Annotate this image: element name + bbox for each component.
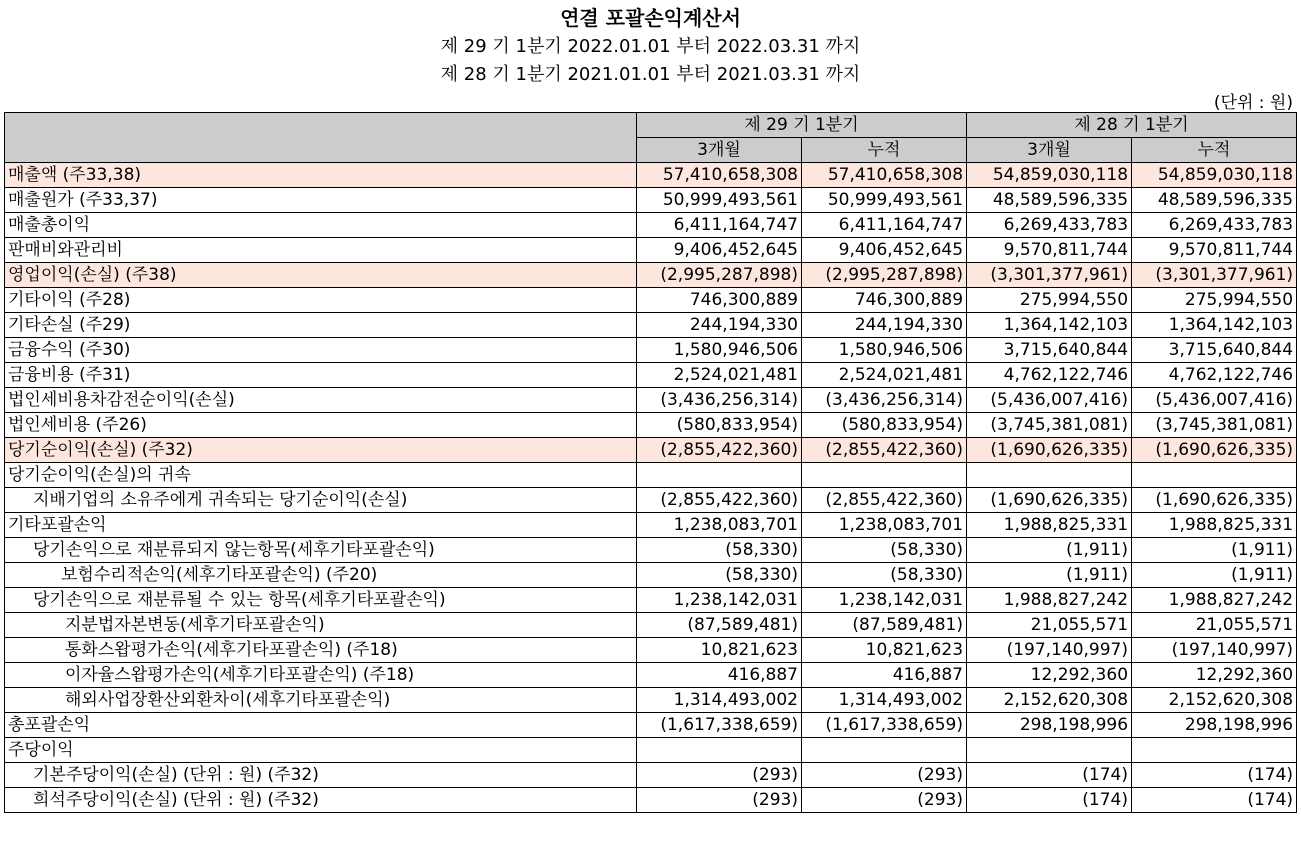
table-row bbox=[5, 363, 1297, 388]
value-cell: (174) bbox=[1132, 763, 1297, 788]
table-row bbox=[5, 263, 1297, 288]
row-label: 매출총이익 bbox=[5, 213, 637, 238]
period-prior: 제 28 기 1분기 2021.01.01 부터 2021.03.31 까지 bbox=[440, 64, 861, 85]
value-cell: 4,762,122,746 bbox=[1132, 363, 1297, 388]
label-header bbox=[5, 113, 637, 163]
table-row bbox=[5, 313, 1297, 338]
value-cell: 1,580,946,506 bbox=[802, 338, 967, 363]
value-cell: (3,301,377,961) bbox=[967, 263, 1132, 288]
value-cell: (293) bbox=[802, 763, 967, 788]
value-cell: 1,364,142,103 bbox=[1132, 313, 1297, 338]
table-row bbox=[5, 663, 1297, 688]
value-cell: 9,570,811,744 bbox=[1132, 238, 1297, 263]
table-row bbox=[5, 688, 1297, 713]
value-cell: 1,988,825,331 bbox=[1132, 513, 1297, 538]
value-cell: (2,995,287,898) bbox=[637, 263, 802, 288]
table-row bbox=[5, 538, 1297, 563]
value-cell: 48,589,596,335 bbox=[1132, 188, 1297, 213]
value-cell bbox=[1132, 738, 1297, 763]
row-label: 당기순이익(손실) (주32) bbox=[5, 438, 637, 463]
row-label: 이자율스왑평가손익(세후기타포괄손익) (주18) bbox=[5, 663, 637, 688]
value-cell: 1,314,493,002 bbox=[637, 688, 802, 713]
value-cell: (2,855,422,360) bbox=[802, 438, 967, 463]
row-label: 기타포괄손익 bbox=[5, 513, 637, 538]
value-cell: 9,406,452,645 bbox=[802, 238, 967, 263]
value-cell: (1,911) bbox=[1132, 538, 1297, 563]
value-cell: (1,690,626,335) bbox=[1132, 438, 1297, 463]
row-label: 당기손익으로 재분류되지 않는항목(세후기타포괄손익) bbox=[5, 538, 637, 563]
value-cell: 2,524,021,481 bbox=[637, 363, 802, 388]
value-cell: (1,911) bbox=[1132, 563, 1297, 588]
value-cell: 9,570,811,744 bbox=[967, 238, 1132, 263]
value-cell: 3,715,640,844 bbox=[967, 338, 1132, 363]
value-cell: (58,330) bbox=[637, 563, 802, 588]
header-prior-period: 제 28 기 1분기 bbox=[967, 113, 1297, 138]
value-cell: (1,911) bbox=[967, 563, 1132, 588]
value-cell: (174) bbox=[1132, 788, 1297, 813]
value-cell: (1,690,626,335) bbox=[1132, 488, 1297, 513]
value-cell: (1,911) bbox=[967, 538, 1132, 563]
row-label: 판매비와관리비 bbox=[5, 238, 637, 263]
value-cell: (580,833,954) bbox=[637, 413, 802, 438]
value-cell: 244,194,330 bbox=[637, 313, 802, 338]
value-cell: 746,300,889 bbox=[802, 288, 967, 313]
value-cell: 2,524,021,481 bbox=[802, 363, 967, 388]
table-row bbox=[5, 563, 1297, 588]
value-cell: 10,821,623 bbox=[637, 638, 802, 663]
value-cell: (58,330) bbox=[637, 538, 802, 563]
value-cell: 54,859,030,118 bbox=[967, 163, 1132, 188]
value-cell: 21,055,571 bbox=[967, 613, 1132, 638]
row-label: 통화스왑평가손익(세후기타포괄손익) (주18) bbox=[5, 638, 637, 663]
value-cell: 275,994,550 bbox=[967, 288, 1132, 313]
value-cell: (174) bbox=[967, 763, 1132, 788]
value-cell: (293) bbox=[802, 788, 967, 813]
value-cell: 10,821,623 bbox=[802, 638, 967, 663]
table-row bbox=[5, 463, 1297, 488]
value-cell: 12,292,360 bbox=[967, 663, 1132, 688]
row-label: 희석주당이익(손실) (단위 : 원) (주32) bbox=[5, 788, 637, 813]
table-row bbox=[5, 613, 1297, 638]
value-cell: (58,330) bbox=[802, 563, 967, 588]
value-cell: (3,745,381,081) bbox=[1132, 413, 1297, 438]
value-cell: 6,269,433,783 bbox=[1132, 213, 1297, 238]
value-cell: 2,152,620,308 bbox=[1132, 688, 1297, 713]
value-cell: 1,238,083,701 bbox=[802, 513, 967, 538]
table-row bbox=[5, 338, 1297, 363]
value-cell: (58,330) bbox=[802, 538, 967, 563]
value-cell: 244,194,330 bbox=[802, 313, 967, 338]
value-cell: (2,855,422,360) bbox=[802, 488, 967, 513]
value-cell: 746,300,889 bbox=[637, 288, 802, 313]
value-cell: 1,988,827,242 bbox=[967, 588, 1132, 613]
value-cell: 54,859,030,118 bbox=[1132, 163, 1297, 188]
row-label: 총포괄손익 bbox=[5, 713, 637, 738]
value-cell: 4,762,122,746 bbox=[967, 363, 1132, 388]
table-row bbox=[5, 513, 1297, 538]
document-title: 연결 포괄손익계산서 bbox=[560, 6, 741, 30]
table-row bbox=[5, 413, 1297, 438]
table-row bbox=[5, 638, 1297, 663]
table-row bbox=[5, 288, 1297, 313]
row-label: 주당이익 bbox=[5, 738, 637, 763]
value-cell: 298,198,996 bbox=[1132, 713, 1297, 738]
value-cell: (2,855,422,360) bbox=[637, 438, 802, 463]
table-row bbox=[5, 163, 1297, 188]
table-row bbox=[5, 738, 1297, 763]
row-label: 해외사업장환산외환차이(세후기타포괄손익) bbox=[5, 688, 637, 713]
value-cell: (1,617,338,659) bbox=[637, 713, 802, 738]
value-cell: (1,617,338,659) bbox=[802, 713, 967, 738]
value-cell: (197,140,997) bbox=[967, 638, 1132, 663]
table-row bbox=[5, 238, 1297, 263]
value-cell: 275,994,550 bbox=[1132, 288, 1297, 313]
row-label: 매출원가 (주33,37) bbox=[5, 188, 637, 213]
row-label: 보험수리적손익(세후기타포괄손익) (주20) bbox=[5, 563, 637, 588]
sub-header-3m-prior: 3개월 bbox=[967, 138, 1132, 163]
value-cell bbox=[967, 738, 1132, 763]
value-cell: 1,238,083,701 bbox=[637, 513, 802, 538]
row-label: 기타손실 (주29) bbox=[5, 313, 637, 338]
row-label: 지분법자본변동(세후기타포괄손익) bbox=[5, 613, 637, 638]
value-cell: 1,238,142,031 bbox=[637, 588, 802, 613]
value-cell: (87,589,481) bbox=[802, 613, 967, 638]
value-cell: 9,406,452,645 bbox=[637, 238, 802, 263]
value-cell: (174) bbox=[967, 788, 1132, 813]
table-row bbox=[5, 388, 1297, 413]
row-label: 기타이익 (주28) bbox=[5, 288, 637, 313]
value-cell: 2,152,620,308 bbox=[967, 688, 1132, 713]
row-label: 금융수익 (주30) bbox=[5, 338, 637, 363]
value-cell: (87,589,481) bbox=[637, 613, 802, 638]
value-cell: 12,292,360 bbox=[1132, 663, 1297, 688]
table-row bbox=[5, 488, 1297, 513]
value-cell: (293) bbox=[637, 788, 802, 813]
value-cell: 50,999,493,561 bbox=[802, 188, 967, 213]
value-cell: 1,988,825,331 bbox=[967, 513, 1132, 538]
value-cell: 57,410,658,308 bbox=[637, 163, 802, 188]
row-label: 법인세비용 (주26) bbox=[5, 413, 637, 438]
value-cell: 48,589,596,335 bbox=[967, 188, 1132, 213]
unit-label: (단위 : 원) bbox=[1213, 93, 1293, 113]
value-cell: 416,887 bbox=[637, 663, 802, 688]
value-cell: 57,410,658,308 bbox=[802, 163, 967, 188]
value-cell: 1,580,946,506 bbox=[637, 338, 802, 363]
value-cell: (1,690,626,335) bbox=[967, 438, 1132, 463]
row-label: 기본주당이익(손실) (단위 : 원) (주32) bbox=[5, 763, 637, 788]
table-row bbox=[5, 763, 1297, 788]
value-cell bbox=[637, 738, 802, 763]
table-row bbox=[5, 588, 1297, 613]
value-cell: (2,855,422,360) bbox=[637, 488, 802, 513]
row-label: 매출액 (주33,38) bbox=[5, 163, 637, 188]
value-cell: (3,436,256,314) bbox=[637, 388, 802, 413]
row-label: 당기순이익(손실)의 귀속 bbox=[5, 463, 637, 488]
table-row bbox=[5, 438, 1297, 463]
value-cell: 6,411,164,747 bbox=[802, 213, 967, 238]
table-row bbox=[5, 713, 1297, 738]
value-cell: 298,198,996 bbox=[967, 713, 1132, 738]
sub-header-3m-current: 3개월 bbox=[637, 138, 802, 163]
header-group-row bbox=[5, 113, 1297, 138]
value-cell: 1,238,142,031 bbox=[802, 588, 967, 613]
value-cell: 1,314,493,002 bbox=[802, 688, 967, 713]
value-cell bbox=[1132, 463, 1297, 488]
value-cell bbox=[967, 463, 1132, 488]
sub-header-cum-prior: 누적 bbox=[1132, 138, 1297, 163]
value-cell: (580,833,954) bbox=[802, 413, 967, 438]
row-label: 금융비용 (주31) bbox=[5, 363, 637, 388]
value-cell: 3,715,640,844 bbox=[1132, 338, 1297, 363]
value-cell: 1,364,142,103 bbox=[967, 313, 1132, 338]
sub-header-cum-current: 누적 bbox=[802, 138, 967, 163]
row-label: 법인세비용차감전순이익(손실) bbox=[5, 388, 637, 413]
value-cell: (1,690,626,335) bbox=[967, 488, 1132, 513]
value-cell: (197,140,997) bbox=[1132, 638, 1297, 663]
table-row bbox=[5, 188, 1297, 213]
value-cell: (2,995,287,898) bbox=[802, 263, 967, 288]
value-cell: (3,745,381,081) bbox=[967, 413, 1132, 438]
value-cell: 50,999,493,561 bbox=[637, 188, 802, 213]
row-label: 당기손익으로 재분류될 수 있는 항목(세후기타포괄손익) bbox=[5, 588, 637, 613]
value-cell: (5,436,007,416) bbox=[967, 388, 1132, 413]
table-row bbox=[5, 213, 1297, 238]
value-cell bbox=[637, 463, 802, 488]
value-cell: 1,988,827,242 bbox=[1132, 588, 1297, 613]
value-cell bbox=[802, 463, 967, 488]
table-row bbox=[5, 788, 1297, 813]
value-cell: (5,436,007,416) bbox=[1132, 388, 1297, 413]
value-cell: (3,301,377,961) bbox=[1132, 263, 1297, 288]
value-cell: 6,269,433,783 bbox=[967, 213, 1132, 238]
income-statement-table bbox=[4, 112, 1297, 813]
value-cell bbox=[802, 738, 967, 763]
row-label: 지배기업의 소유주에게 귀속되는 당기순이익(손실) bbox=[5, 488, 637, 513]
value-cell: 21,055,571 bbox=[1132, 613, 1297, 638]
value-cell: 6,411,164,747 bbox=[637, 213, 802, 238]
row-label: 영업이익(손실) (주38) bbox=[5, 263, 637, 288]
header-current-period: 제 29 기 1분기 bbox=[637, 113, 967, 138]
value-cell: (293) bbox=[637, 763, 802, 788]
period-current: 제 29 기 1분기 2022.01.01 부터 2022.03.31 까지 bbox=[440, 36, 861, 57]
value-cell: 416,887 bbox=[802, 663, 967, 688]
value-cell: (3,436,256,314) bbox=[802, 388, 967, 413]
